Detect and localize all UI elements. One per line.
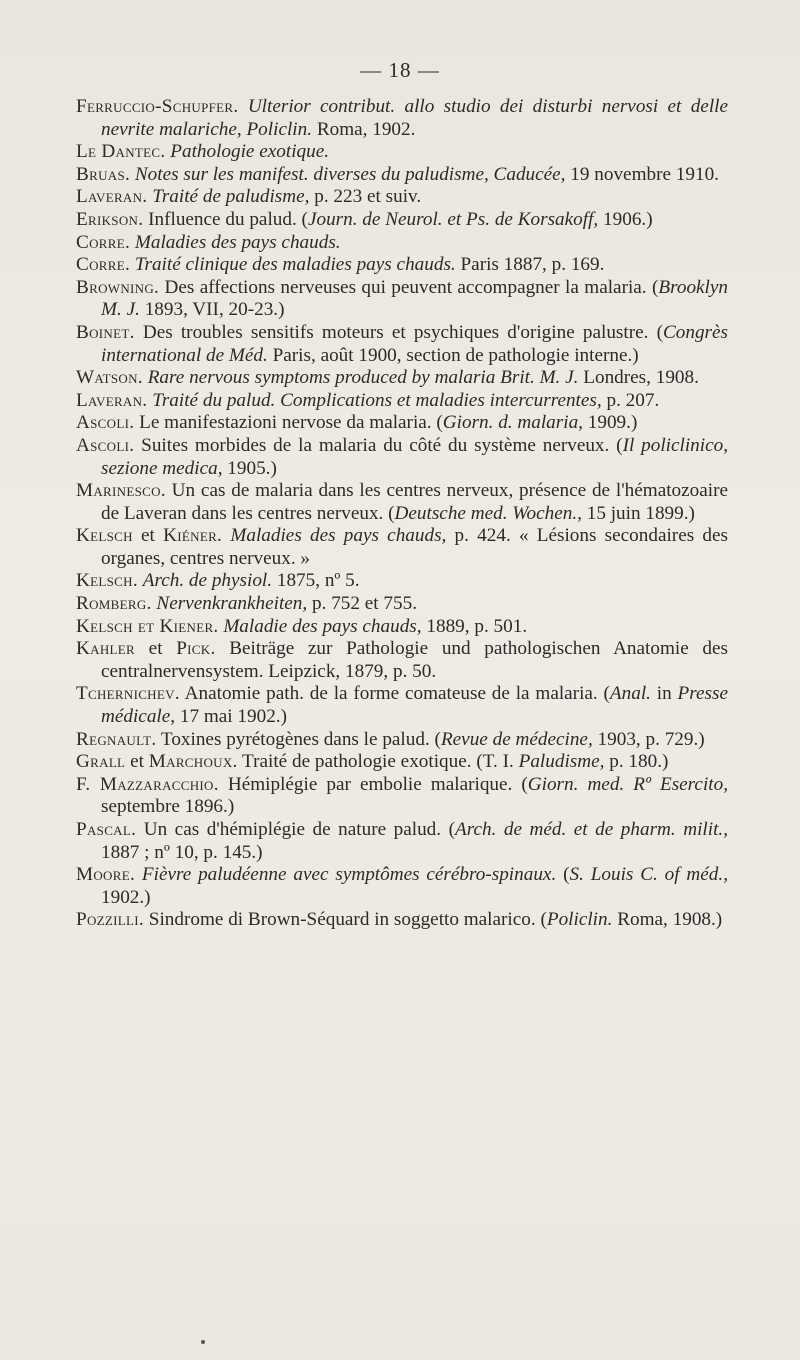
entry-title: Policlin. [546,909,613,931]
entry-text: Beiträge zur Pathologie und pathologischen Anatomie des centralnervensystem. Leipzick, 1879, p. 50. [101,638,728,682]
entry-title: Pathologie exotique. [170,141,330,163]
bibliography-entry [76,570,728,593]
entry-text: p. 180.) [604,751,669,773]
entry-title: Anal. [609,683,651,705]
entry-author: Le Dantec. [76,141,166,163]
bibliography-entry [76,638,728,683]
entry-author: Erikson. [76,208,144,230]
entry-title: Maladies des pays chauds. [134,231,341,253]
bibliography-entry [76,593,728,616]
bibliography-entry [76,367,728,390]
entry-title: Revue de médecine, [440,728,593,750]
bibliography-entry [76,525,728,570]
entry-title: Paludisme, [518,751,605,773]
entry-title: Il policlinico, sezione medica, [101,434,728,479]
entry-author: Pozzilli. [76,909,144,931]
bibliography-entry [76,186,728,209]
entry-text: p. 424. « Lésions secondaires des organes, centres nerveux. » [101,525,728,569]
entry-title: Brooklyn M. J. [101,276,728,321]
entry-author: Ascoli. [76,412,135,434]
entry-author: Laveran. [76,389,148,411]
entry-author: Kahler [76,638,135,660]
entry-title: Ulterior contribut. allo studio dei disturbi nervosi et delle nevrite malariche, Policlin. [101,96,728,140]
entry-text [238,96,247,117]
entry-text: Hémiplégie par embolie malarique. ( [218,773,528,795]
entry-title: Traité du palud. Complications et maladies intercurrentes, [152,389,602,411]
bibliography-list [76,96,728,932]
entry-author: Kelsch. [76,570,138,592]
entry-text: et [125,751,149,773]
bibliography-entry [76,390,728,413]
entry-text: Un cas d'hémiplégie de nature palud. ( [136,819,455,840]
entry-text: Des affections nerveuses qui peuvent accompagner la malaria. ( [159,276,659,298]
entry-author: Grall [76,751,126,773]
bibliography-entry [76,435,728,480]
entry-author: Pascal. [76,819,137,840]
entry-text: Un cas de malaria dans les centres nerveux, présence de l'hématozoaire de Laveran dans les centres nerveux. ( [101,480,728,524]
entry-text: Toxines pyrétogènes dans le palud. ( [156,728,441,750]
entry-author: Ascoli. [76,434,135,456]
entry-text: Des troubles sensitifs moteurs et psychiques d'origine palustre. ( [134,321,663,343]
entry-text: Le manifestazioni nervose da malaria. ( [134,412,443,434]
entry-title: Maladies des pays chauds, [230,525,447,547]
bibliography-entry [76,141,728,164]
entry-author: Boinet. [76,321,135,343]
page-number: — 18 — [360,58,440,82]
entry-author: Regnault. [76,728,157,750]
entry-text: 1893, VII, 20-23.) [139,299,285,321]
entry-text: Traité de pathologie exotique. (T. I. [237,751,519,773]
entry-text: Roma, 1908.) [612,909,723,931]
bibliography-entry [76,96,728,141]
entry-text: 1889, p. 501. [421,615,528,637]
entry-text: septembre 1896.) [101,796,235,818]
bibliography-entry [76,683,728,728]
entry-text: 1905.) [222,457,277,479]
entry-title: S. Louis C. of méd., [569,864,728,886]
entry-title: Maladie des pays chauds, [223,615,422,637]
entry-author: Browning. [76,276,160,298]
entry-title: Nervenkrankheiten, [156,593,308,615]
entry-text: p. 223 et suiv. [309,186,422,208]
entry-text: et [135,638,177,660]
entry-title: Notes sur les manifest. diverses du paludisme, Caducée, [134,163,566,185]
entry-coauthor: Pick. [176,638,216,660]
entry-text: et [132,525,164,547]
entry-title: Giorn. d. malaria, [442,412,583,434]
entry-author: Kelsch [76,525,133,547]
bibliography-entry [76,412,728,435]
entry-title: Congrès international de Méd. [101,321,728,366]
entry-coauthor: Kiéner. [163,525,223,547]
entry-title: Traité clinique des maladies pays chauds. [134,254,456,276]
entry-text: Paris 1887, p. 169. [455,254,605,276]
entry-title: Journ. de Neurol. et Ps. de Korsakoff, [307,208,599,230]
entry-text: 19 novembre 1910. [565,163,719,185]
bibliography-entry [76,322,728,367]
entry-text: 15 juin 1899.) [581,502,695,524]
bibliography-entry [76,277,728,322]
entry-text: Londres, 1908. [578,367,699,389]
entry-text: 17 mai 1902.) [175,706,287,728]
entry-author: Corre. [76,231,131,253]
entry-author: Kelsch et Kiener. [76,615,219,637]
bibliography-entry [76,909,728,932]
entry-coauthor: Marchoux. [148,751,238,773]
entry-author: Romberg. [76,593,152,615]
entry-title: Giorn. med. Rº Esercito, [527,773,729,795]
entry-text: Influence du palud. ( [143,208,308,230]
entry-text: 1875, nº 5. [272,570,360,592]
entry-author: Marinesco. [76,480,166,502]
entry-text [135,864,142,885]
entry-author: Moore. [76,864,136,886]
entry-text: ( [556,864,570,886]
bibliography-entry [76,480,728,525]
entry-author: Watson. [76,367,143,389]
entry-author: Corre. [76,254,131,276]
bibliography-entry [76,729,728,752]
entry-title: Rare nervous symptoms produced by malaria Brit. M. J. [147,367,579,389]
entry-author: Laveran. [76,186,148,208]
entry-author: Bruas. [76,163,131,185]
entry-title: Traité de paludisme, [152,186,310,208]
ink-speck [201,1340,205,1344]
bibliography-entry [76,209,728,232]
entry-author: F. Mazzaracchio. [76,773,219,795]
bibliography-entry [76,819,728,864]
entry-text: Suites morbides de la malaria du côté du système nerveux. ( [134,434,623,456]
entry-text: p. 207. [601,389,660,411]
entry-text: Paris, août 1900, section de pathologie interne.) [267,344,639,366]
entry-text: 1906.) [598,208,653,230]
entry-text: Sindrome di Brown-Séquard in soggetto malarico. ( [143,909,547,931]
entry-text: 1902.) [101,886,151,908]
entry-title: Arch. de méd. et de pharm. milit., [454,819,728,840]
bibliography-entry [76,616,728,639]
bibliography-entry [76,232,728,255]
entry-author: Ferruccio-Schupfer. [76,96,239,117]
entry-text: in [650,683,678,705]
entry-title: Fièvre paludéenne avec symptômes cérébro-spinaux. [141,864,557,886]
entry-text: Anatomie path. de la forme comateuse de la malaria. ( [179,683,610,705]
entry-title: Presse médicale, [101,683,728,728]
entry-text: Roma, 1902. [312,118,416,140]
bibliography-entry [76,864,728,909]
bibliography-entry [76,774,728,819]
bibliography-entry [76,751,728,774]
bibliography-entry [76,164,728,187]
entry-text: p. 752 et 755. [307,593,417,615]
entry-author: Tchernichev. [76,683,180,705]
bibliography-entry [76,254,728,277]
entry-title: Deutsche med. Wochen., [394,502,582,524]
entry-text: 1903, p. 729.) [592,728,705,750]
entry-text: 1887 ; nº 10, p. 145.) [101,841,263,863]
entry-title: Arch. de physiol. [142,570,273,592]
entry-text: 1909.) [582,412,638,434]
